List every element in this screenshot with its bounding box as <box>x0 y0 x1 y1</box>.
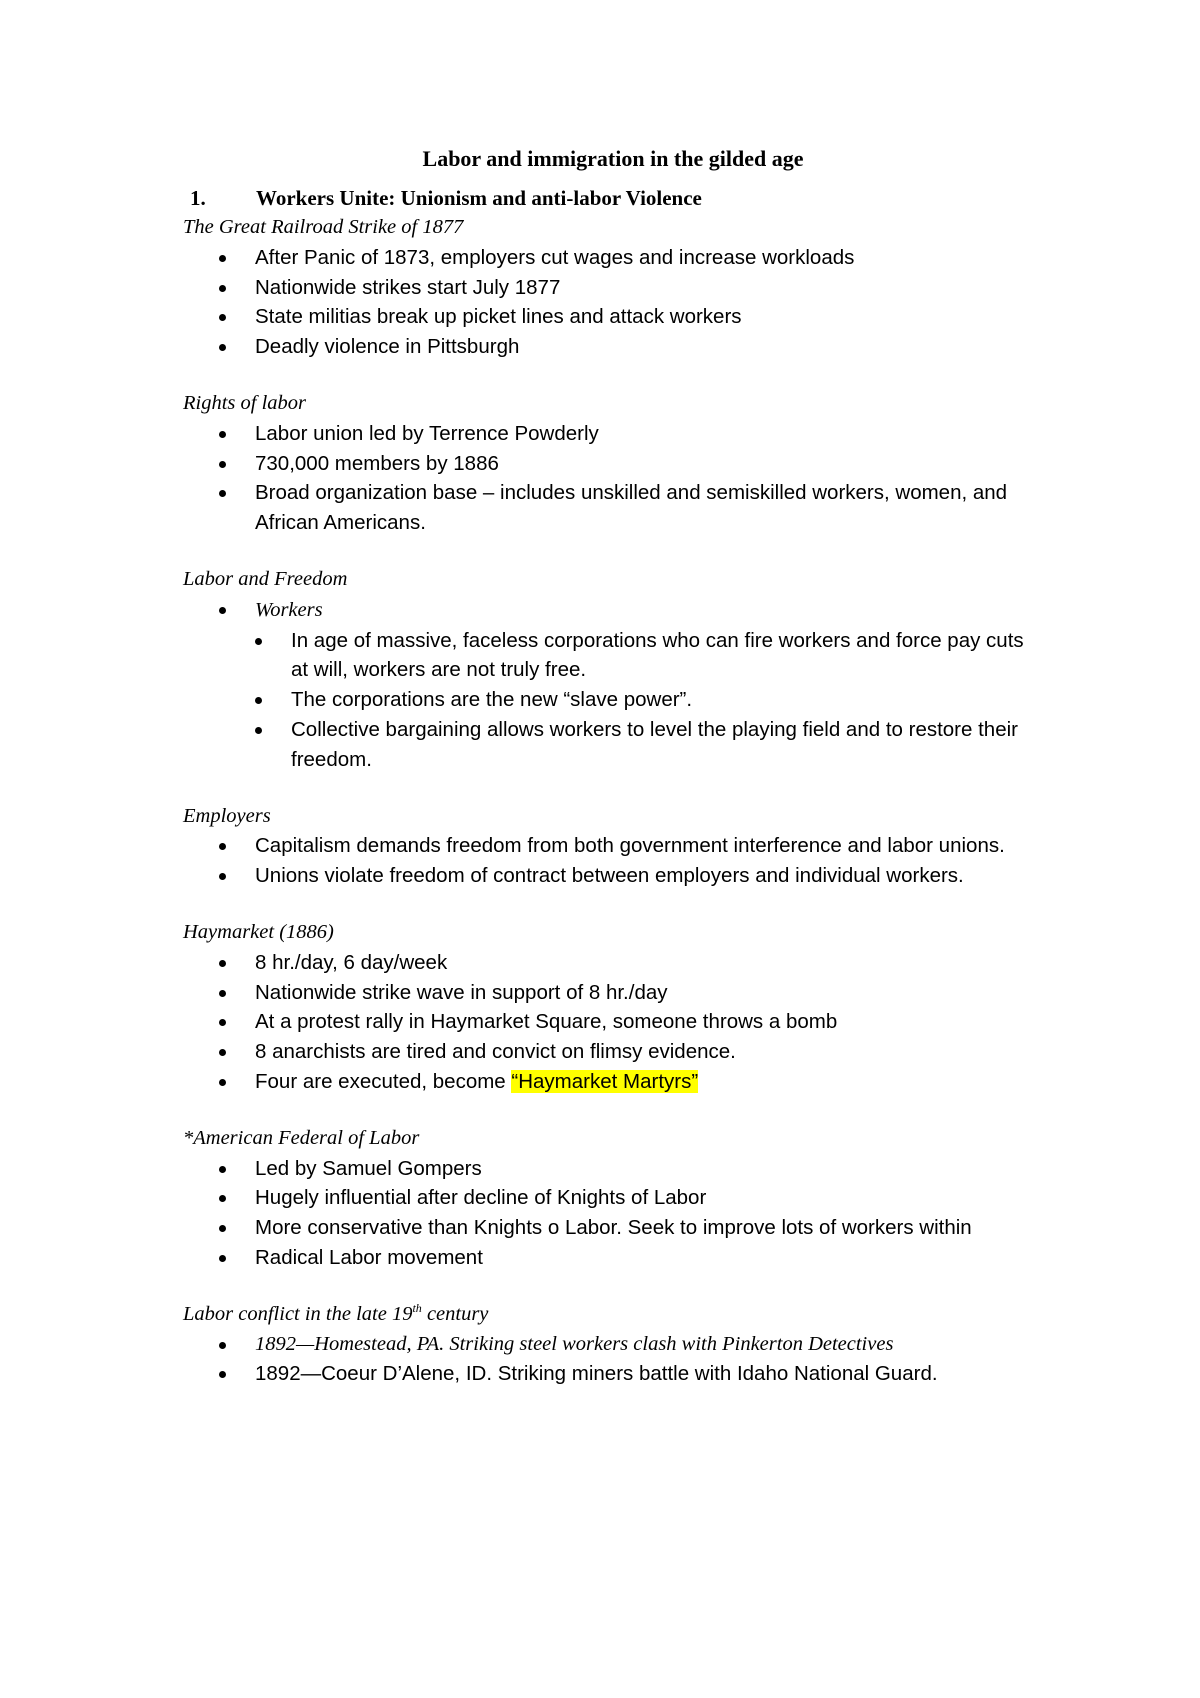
list-item: After Panic of 1873, employers cut wages and increase workloads <box>183 243 1043 273</box>
list-item: More conservative than Knights o Labor. Seek to improve lots of workers within <box>183 1213 1043 1243</box>
section-heading-text: Workers Unite: Unionism and anti-labor Violence <box>256 186 702 210</box>
martyrs-prefix: Four are executed, become <box>255 1069 512 1093</box>
subheading-afl: *American Federal of Labor <box>183 1126 420 1149</box>
subheading-labor-and-freedom: Labor and Freedom <box>183 567 348 590</box>
list-item: Broad organization base – includes unskilled and semiskilled workers, women, and African Americans. <box>183 478 1043 538</box>
afl-list <box>183 1154 1043 1273</box>
haymarket-list <box>183 948 1043 1097</box>
conflict-heading-sup: th <box>412 1300 422 1315</box>
conflict-heading-prefix: Labor conflict in the late 19 <box>183 1302 413 1325</box>
conflict-heading-suffix: century <box>421 1302 489 1325</box>
subheading-labor-conflict <box>183 1300 1043 1330</box>
list-item: 8 anarchists are tired and convict on flimsy evidence. <box>183 1037 1043 1067</box>
list-item: Labor union led by Terrence Powderly <box>183 419 1043 449</box>
list-item-workers <box>183 595 1043 775</box>
list-item: At a protest rally in Haymarket Square, someone throws a bomb <box>183 1007 1043 1037</box>
workers-sublist <box>183 626 1043 775</box>
list-item: Unions violate freedom of contract between employers and individual workers. <box>183 861 1043 891</box>
employers-list <box>183 831 1043 891</box>
document-content <box>183 143 1043 1389</box>
list-item: Radical Labor movement <box>183 1243 1043 1273</box>
list-item: 730,000 members by 1886 <box>183 449 1043 479</box>
section-heading-1 <box>183 183 1043 213</box>
rights-list <box>183 419 1043 538</box>
sub-list-item: Collective bargaining allows workers to level the playing field and to restore their freedom. <box>183 715 1043 775</box>
list-item: Nationwide strike wave in support of 8 hr./day <box>183 978 1043 1008</box>
conflict-list <box>183 1330 1043 1390</box>
subheading-haymarket: Haymarket (1886) <box>183 920 334 943</box>
list-item: Capitalism demands freedom from both government interference and labor unions. <box>183 831 1043 861</box>
highlighted-text: “Haymarket Martyrs” <box>511 1069 699 1093</box>
section-number: 1. <box>190 186 206 210</box>
subheading-railroad-strike: The Great Railroad Strike of 1877 <box>183 216 464 238</box>
railroad-list <box>183 243 1043 362</box>
document-title: Labor and immigration in the gilded age <box>422 146 804 171</box>
list-item: Nationwide strikes start July 1877 <box>183 273 1043 303</box>
list-item-martyrs <box>183 1067 1043 1097</box>
sub-list-item: In age of massive, faceless corporations who can fire workers and force pay cuts at will, workers are not truly free. <box>183 626 1043 686</box>
list-item: Deadly violence in Pittsburgh <box>183 332 1043 362</box>
list-item: 8 hr./day, 6 day/week <box>183 948 1043 978</box>
sub-list-item: The corporations are the new “slave power”. <box>183 685 1043 715</box>
subheading-rights-of-labor: Rights of labor <box>183 391 307 414</box>
subheading-employers: Employers <box>183 804 271 827</box>
workers-label: Workers <box>255 598 323 621</box>
list-item: Led by Samuel Gompers <box>183 1154 1043 1184</box>
list-item: State militias break up picket lines and attack workers <box>183 302 1043 332</box>
freedom-list <box>183 595 1043 775</box>
list-item-coeur-dalene: 1892—Coeur D’Alene, ID. Striking miners battle with Idaho National Guard. <box>183 1359 1043 1389</box>
list-item: Hugely influential after decline of Knights of Labor <box>183 1183 1043 1213</box>
list-item-homestead: 1892—Homestead, PA. Striking steel workers clash with Pinkerton Detectives <box>183 1330 1043 1360</box>
